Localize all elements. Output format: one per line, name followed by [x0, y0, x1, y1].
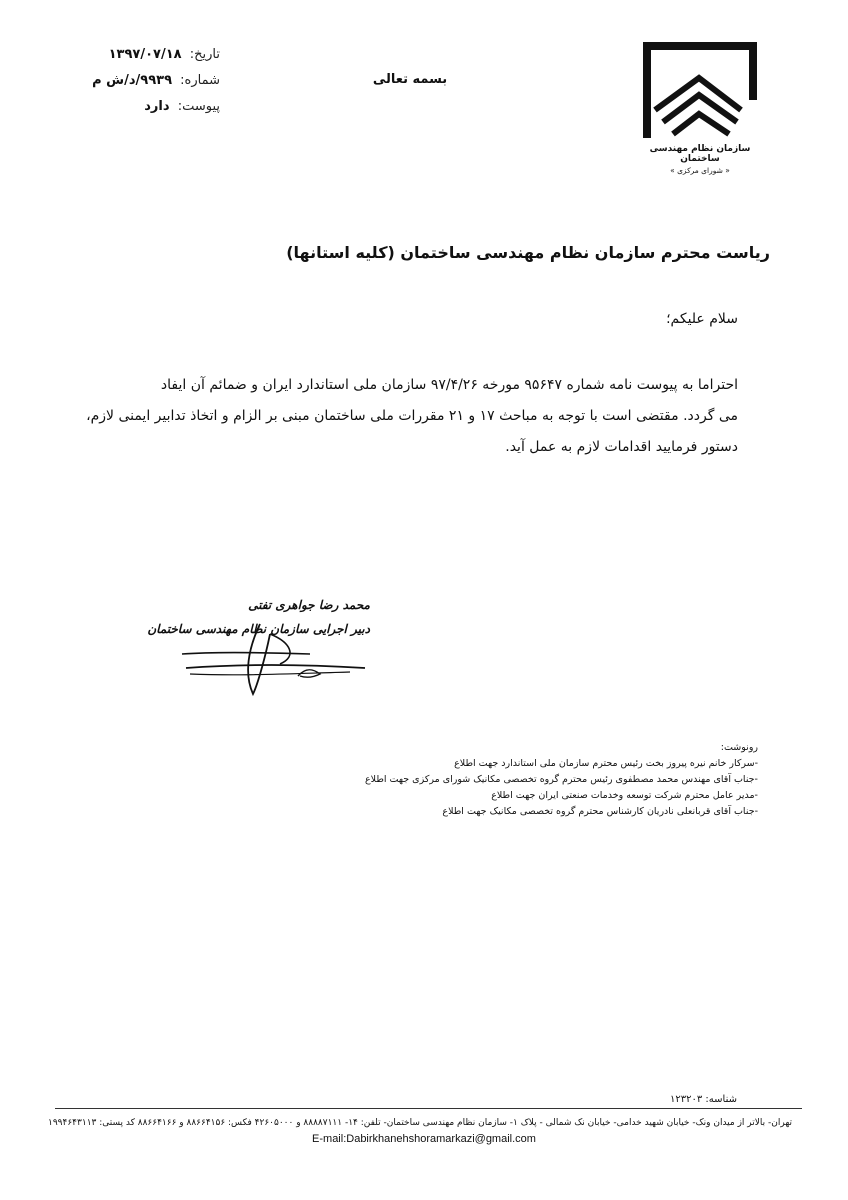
copy-item: -سرکار خانم نیره پیروز بخت رئیس محترم سازمان ملی استاندارد جهت اطلاع [454, 758, 758, 769]
council-name: « شورای مرکزی » [670, 166, 730, 175]
number-row [70, 68, 220, 94]
footer-address: تهران- بالاتر از میدان ونک- خیابان شهید خدامی- خیابان نک شمالی - پلاک ۱- سازمان نظام مهندسی ساختمان- تلفن: ۱۴- ۸۸۸۸۷۱۱۱ و ۴۲۶۰۵۰۰۰ فکس: ۸۸۶۶۴۱۵۶ و ۸۸۶۶۴۱۶۶ کد پستی: ۱۹۹۴۶۴۳۱۱۳ [48, 1118, 792, 1128]
org-name: سازمان نظام مهندسی ساختمان [649, 144, 751, 164]
organization-logo [636, 40, 764, 175]
signatory-name: محمد رضا جواهری تفتی [248, 598, 370, 612]
letter-meta [70, 42, 220, 120]
date-value: ۱۳۹۷/۰۷/۱۸ [108, 47, 182, 62]
copy-item: -مدیر عامل محترم شرکت توسعه وخدمات صنعتی ایران جهت اطلاع [491, 790, 758, 801]
signatory-title: دبیر اجرایی سازمان نظام مهندسی ساختمان [147, 622, 370, 636]
attachment-value: دارد [144, 99, 170, 114]
body-line-3: دستور فرمایید اقدامات لازم به عمل آید. [505, 439, 738, 455]
copy-item: -جناب آقای قربانعلی نادریان کارشناس محترم گروه تخصصی مکانیک جهت اطلاع [442, 806, 758, 817]
building-roof-logo-icon [641, 40, 759, 140]
date-label: تاریخ: [189, 47, 220, 62]
attachment-label: پیوست: [177, 99, 220, 114]
letter-body [78, 370, 738, 463]
signature-block [120, 594, 380, 704]
attachment-row [70, 94, 220, 120]
body-line-1: احتراما به پیوست نامه شماره ۹۵۶۴۷ مورخه ۹۷/۴/۲۶ سازمان ملی استاندارد ایران و ضمائم آن ایفاد [160, 377, 738, 393]
greeting: سلام علیکم؛ [666, 311, 738, 327]
bismillah: بسمه تعالی [372, 72, 448, 87]
body-line-2: می گردد. مقتضی است با توجه به مباحث ۱۷ و ۲۱ مقررات ملی ساختمان مبنی بر الزام و اتخاذ تدابیر ایمنی لازم، [86, 408, 738, 424]
date-row [70, 42, 220, 68]
number-label: شماره: [180, 73, 220, 88]
recipient-heading: ریاست محترم سازمان نظام مهندسی ساختمان (کلیه استانها) [286, 243, 770, 262]
copies-heading: رونوشت: [720, 742, 758, 753]
footer-email: E-mail:Dabirkhanehshoramarkazi@gmail.com [312, 1133, 536, 1145]
copies-list [365, 740, 758, 820]
tracking-id: شناسه: ۱۲۳۲۰۳ [670, 1094, 737, 1105]
number-value: ۹۹۳۹/د/ش م [92, 73, 173, 88]
copy-item: -جناب آقای مهندس محمد مصطفوی رئیس محترم گروه تخصصی مکانیک شورای مرکزی جهت اطلاع [364, 774, 758, 785]
footer-divider [55, 1108, 802, 1109]
